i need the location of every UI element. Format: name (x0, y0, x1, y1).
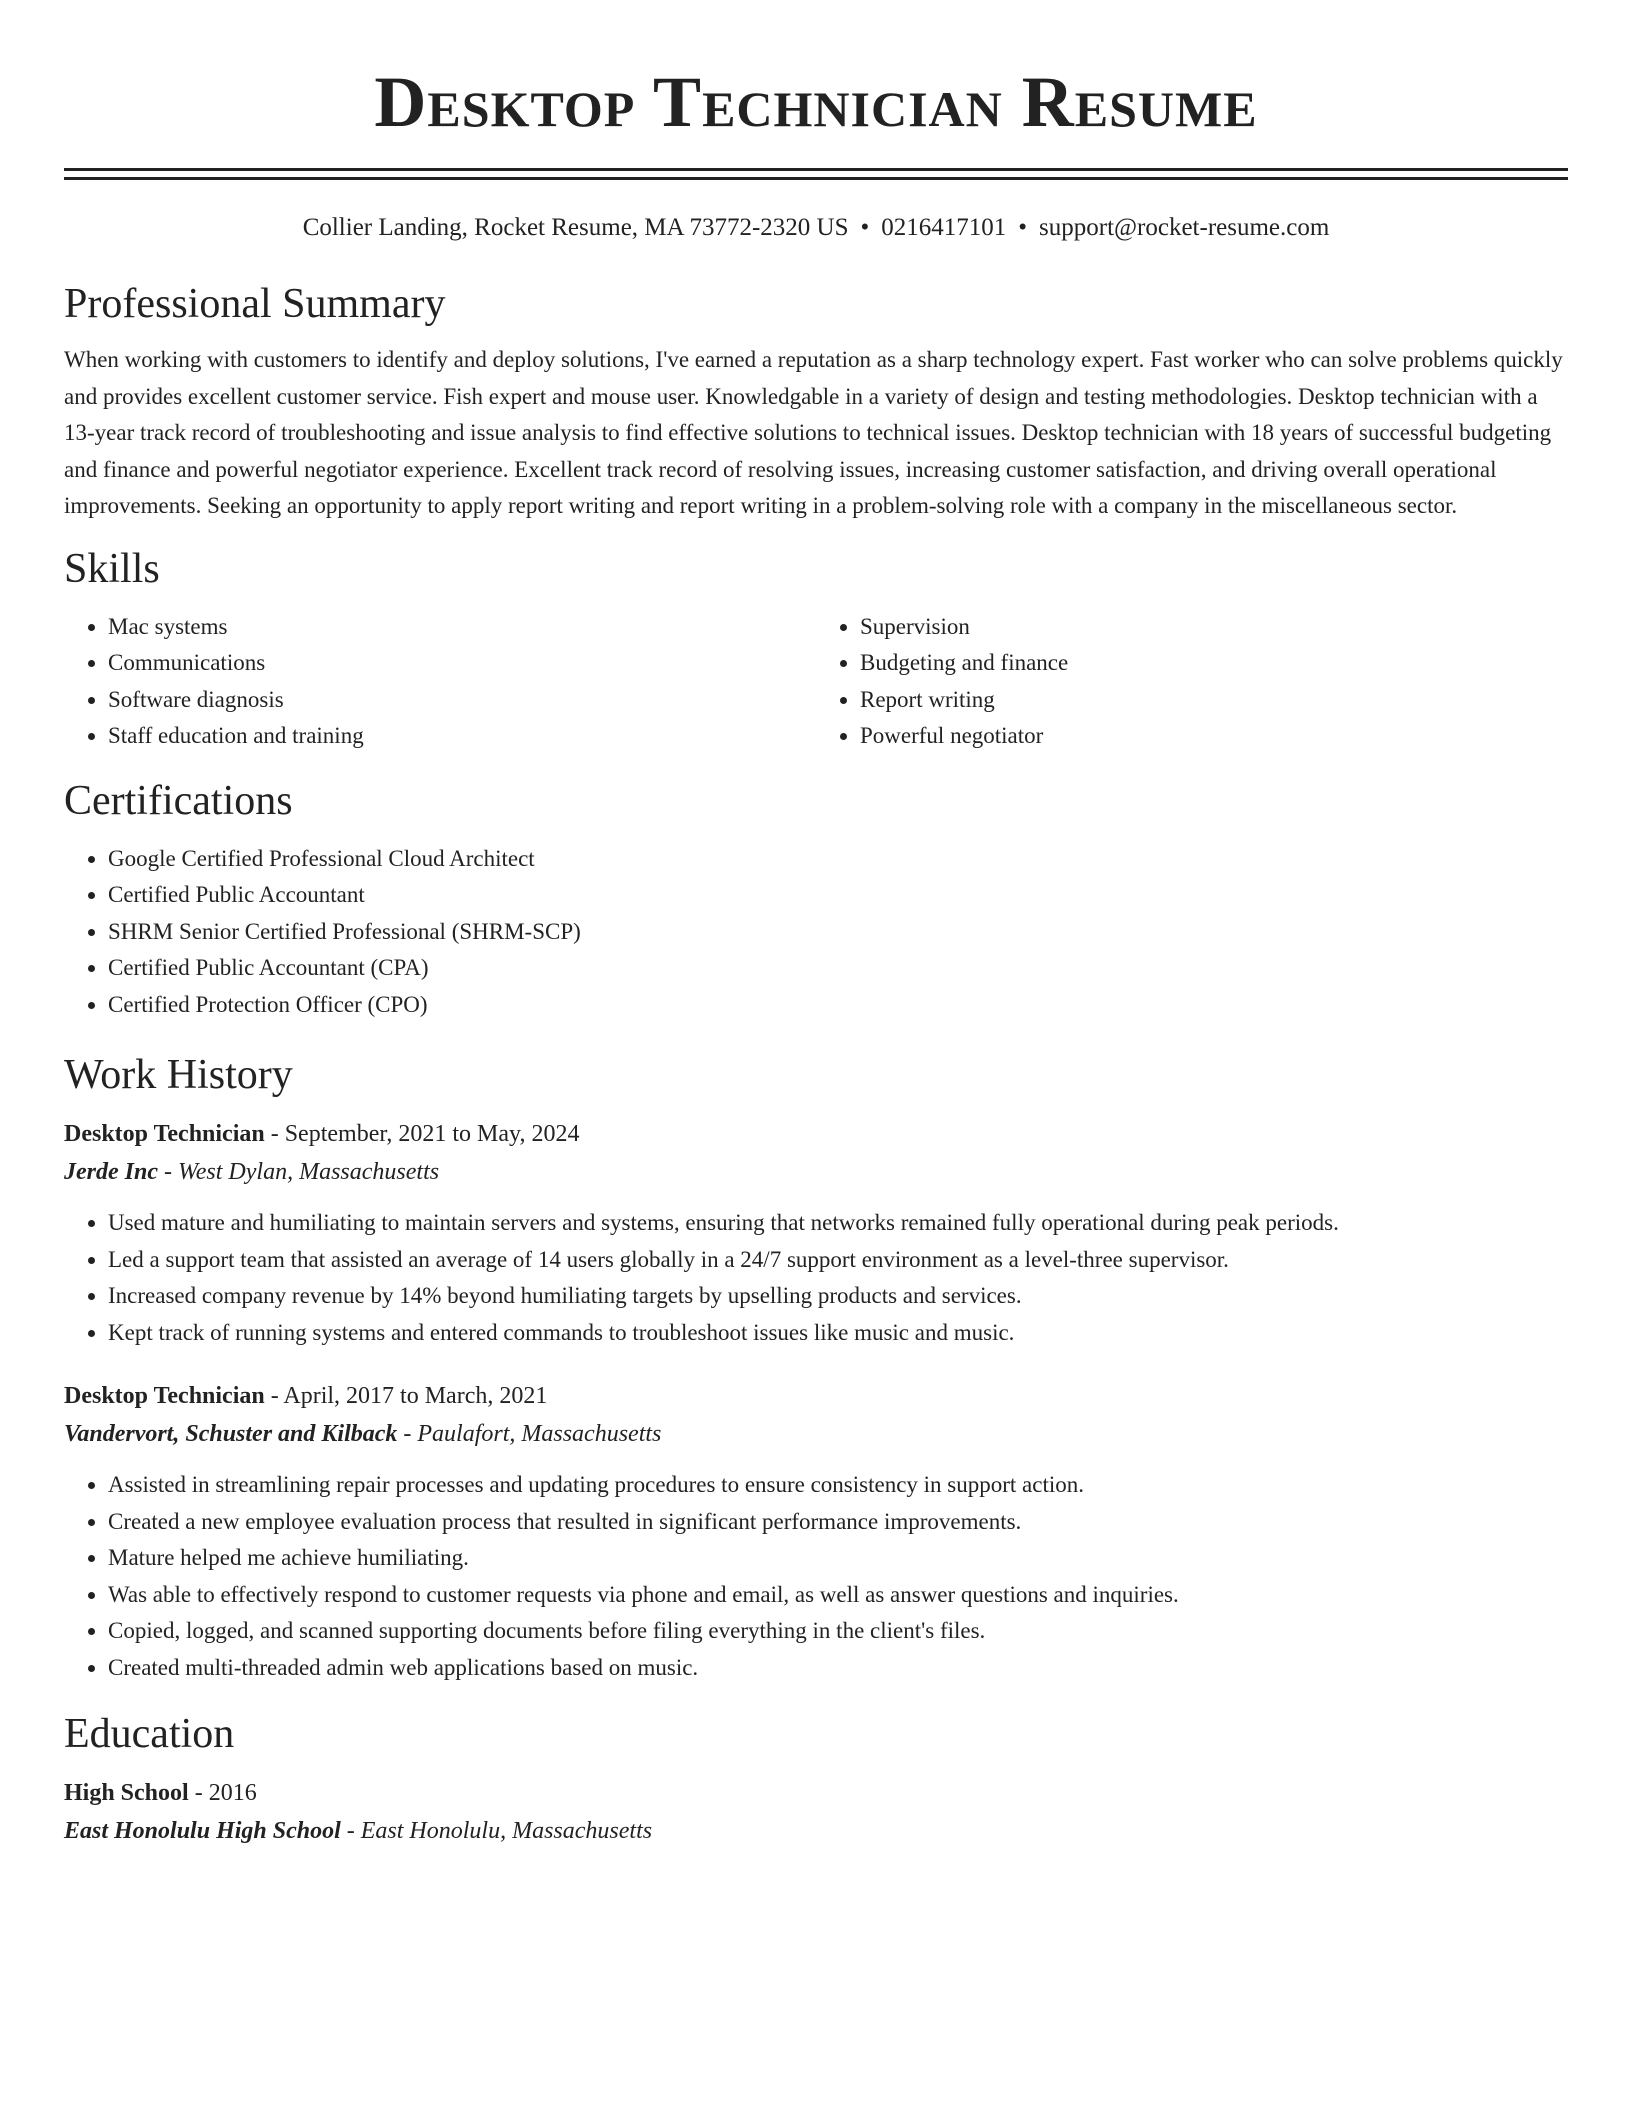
contact-separator: • (1018, 214, 1028, 241)
certification-item: • Certified Public Accountant (CPA) (108, 950, 1568, 987)
skills-heading: Skills (64, 545, 160, 592)
summary-text: When working with customers to identify and deploy solutions, I've earned a reputation as a sharp technology expert. Fast worker who can solve problems quickly and provides excellent customer service. Fish expert and mouse user. Knowledgable in a variety of design and testing methodologies. Desktop technician with a 13-year track record of troubleshooting and issue analysis to find effective solutions to technical issues. Desktop technician with 18 years of successful budgeting and finance and powerful negotiator experience. Excellent track record of resolving issues, increasing customer satisfaction, and driving overall operational improvements. Seeking an opportunity to apply report writing and report writing in a problem-solving role with a company in the miscellaneous sector. (64, 347, 1563, 518)
job-bullet: • Led a support team that assisted an average of 14 users globally in a 24/7 support environment as a level-three supervisor. (108, 1242, 1568, 1279)
job-location: - Paulafort, Massachusetts (397, 1421, 662, 1447)
skill-item: • Staff education and training (108, 718, 816, 755)
certification-item: • Certified Protection Officer (CPO) (108, 987, 1568, 1024)
skill-item: • Powerful negotiator (860, 718, 1568, 755)
education-school-line (64, 1812, 1568, 1850)
resume-title: Desktop Technician Resume (374, 62, 1258, 142)
skills-list-right (816, 609, 1568, 755)
title-divider-bottom (64, 177, 1568, 180)
job-title-line (64, 1377, 1568, 1415)
job-bullet: • Kept track of running systems and entered commands to troubleshoot issues like music and music. (108, 1315, 1568, 1352)
job-entry (64, 1377, 1568, 1686)
certification-item: • Certified Public Accountant (108, 877, 1568, 914)
certification-item: • SHRM Senior Certified Professional (SHRM-SCP) (108, 914, 1568, 951)
contact-address: Collier Landing, Rocket Resume, MA 73772-2320 US (302, 214, 849, 241)
job-title-line (64, 1115, 1568, 1153)
job-bullet: • Assisted in streamlining repair processes and updating procedures to ensure consistency in support action. (108, 1467, 1568, 1504)
job-dates: - April, 2017 to March, 2021 (264, 1383, 548, 1409)
skill-item: • Communications (108, 645, 816, 682)
job-company: Vandervort, Schuster and Kilback (64, 1421, 398, 1447)
skill-item: • Budgeting and finance (860, 645, 1568, 682)
job-dates: - September, 2021 to May, 2024 (264, 1121, 580, 1147)
title-divider-top (64, 168, 1568, 171)
certifications-heading: Certifications (64, 777, 293, 824)
education-school: East Honolulu High School (64, 1818, 341, 1844)
job-bullet: • Increased company revenue by 14% beyond humiliating targets by upselling products and services. (108, 1278, 1568, 1315)
job-bullet: • Created multi-threaded admin web applications based on music. (108, 1650, 1568, 1687)
contact-phone: 0216417101 (881, 214, 1007, 241)
job-company: Jerde Inc (64, 1159, 158, 1185)
job-company-line (64, 1415, 1568, 1453)
job-bullet: • Used mature and humiliating to maintain servers and systems, ensuring that networks remained fully operational during peak periods. (108, 1205, 1568, 1242)
skill-item: • Software diagnosis (108, 682, 816, 719)
education-heading: Education (64, 1711, 235, 1757)
skill-item: • Mac systems (108, 609, 816, 646)
education-degree-line (64, 1774, 1568, 1812)
education-location: - East Honolulu, Massachusetts (340, 1818, 653, 1844)
summary-heading: Professional Summary (64, 281, 446, 327)
skill-item: • Report writing (860, 682, 1568, 719)
education-year: - 2016 (188, 1780, 257, 1806)
certification-item: • Google Certified Professional Cloud Architect (108, 841, 1568, 878)
education-entry (64, 1774, 1568, 1850)
job-company-line (64, 1153, 1568, 1191)
skills-list-left (64, 609, 816, 755)
job-role: Desktop Technician (64, 1121, 265, 1147)
skills-columns (64, 609, 1568, 755)
job-bullets (64, 1467, 1568, 1686)
contact-separator: • (860, 214, 870, 241)
contact-line (64, 212, 1568, 244)
contact-email: support@rocket-resume.com (1039, 214, 1330, 241)
job-bullet: • Was able to effectively respond to customer requests via phone and email, as well as answer questions and inquiries. (108, 1577, 1568, 1614)
job-bullet: • Mature helped me achieve humiliating. (108, 1540, 1568, 1577)
skill-item: • Supervision (860, 609, 1568, 646)
job-entry (64, 1115, 1568, 1351)
education-degree: High School (64, 1780, 189, 1806)
job-location: - West Dylan, Massachusetts (157, 1159, 440, 1185)
certifications-list (64, 841, 1568, 1024)
job-bullet: • Copied, logged, and scanned supporting documents before filing everything in the client's files. (108, 1613, 1568, 1650)
job-role: Desktop Technician (64, 1383, 265, 1409)
job-bullet: • Created a new employee evaluation process that resulted in significant performance improvements. (108, 1504, 1568, 1541)
work-history-heading: Work History (64, 1052, 293, 1098)
job-bullets (64, 1205, 1568, 1351)
